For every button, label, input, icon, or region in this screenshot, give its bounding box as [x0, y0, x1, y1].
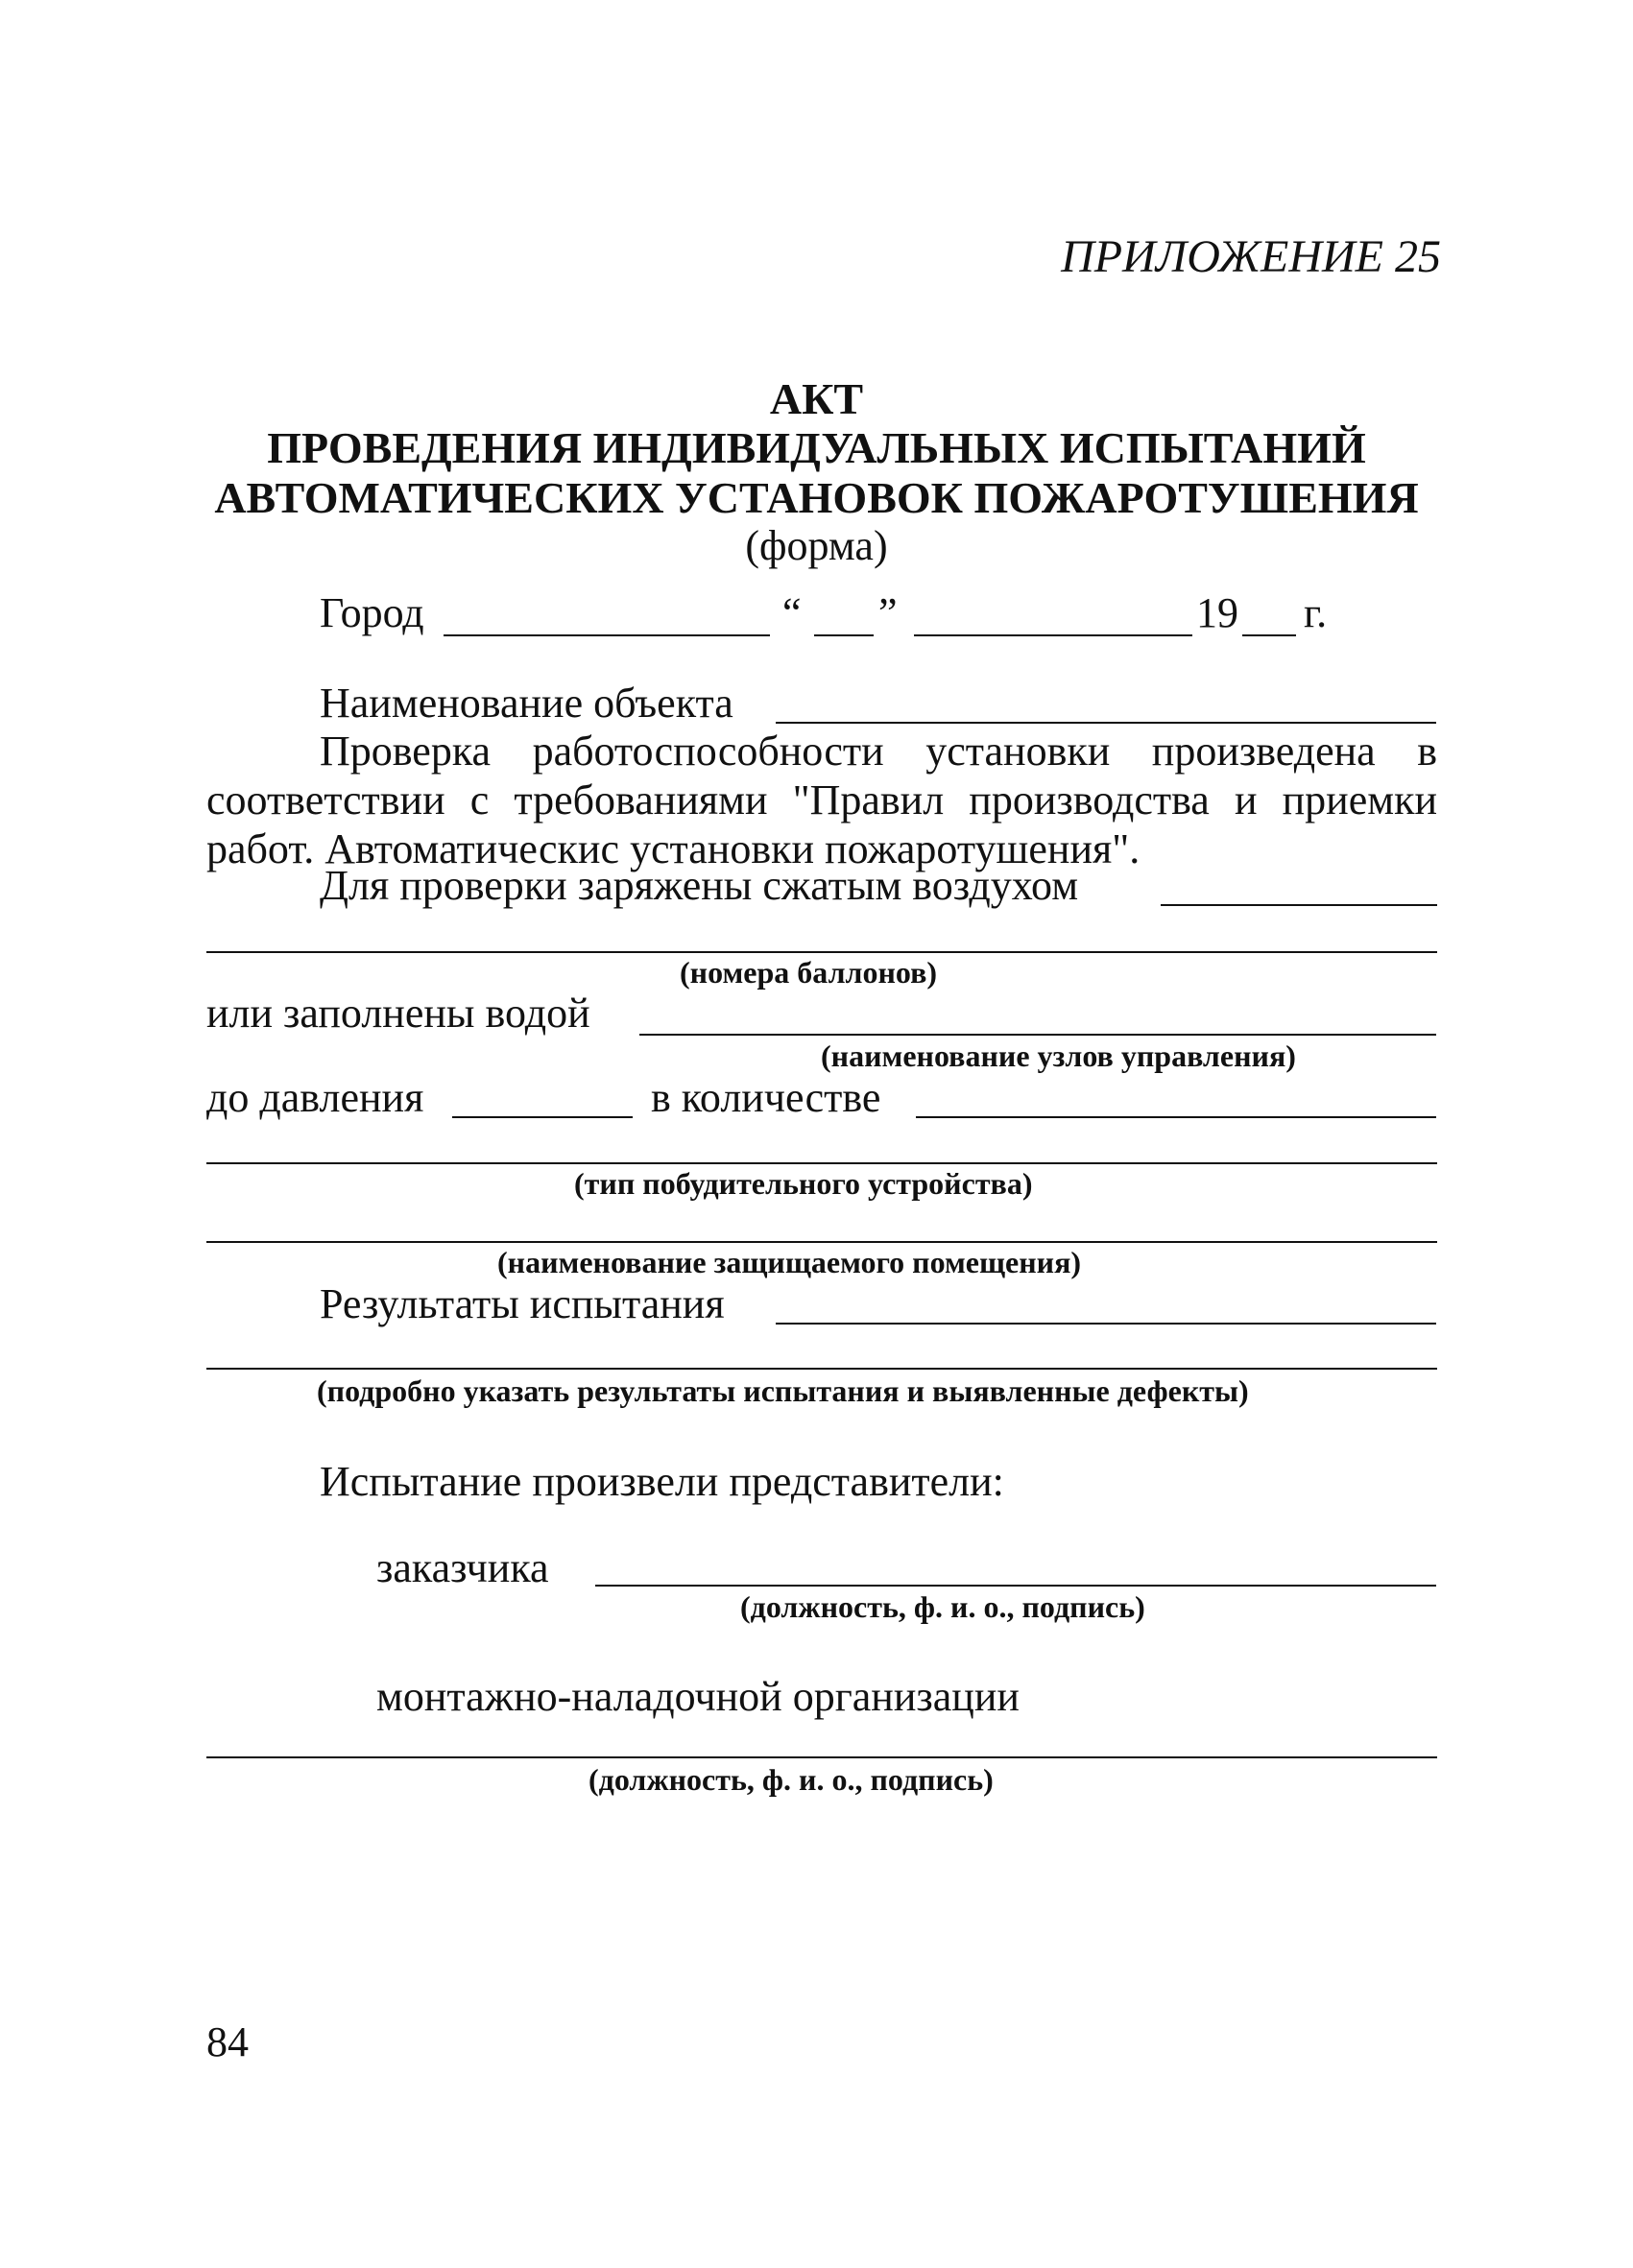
day-field[interactable]: [814, 634, 874, 636]
results-label: Результаты испытания: [320, 1280, 725, 1327]
city-field[interactable]: [444, 634, 770, 636]
customer-signature-field[interactable]: [595, 1585, 1436, 1587]
representatives-heading: Испытание произвели представители:: [320, 1458, 1004, 1505]
customer-caption: (должность, ф. и. о., подпись): [740, 1589, 1145, 1624]
water-field[interactable]: [639, 1034, 1436, 1036]
title-act: АКТ: [769, 374, 864, 423]
quantity-field[interactable]: [916, 1116, 1436, 1118]
title-line-2: ПРОВЕДЕНИЯ ИНДИВИДУАЛЬНЫХ ИСПЫТАНИЙ: [267, 423, 1366, 472]
form-subtitle: (форма): [745, 522, 888, 569]
year-field[interactable]: [1242, 634, 1296, 636]
quantity-label: в количестве: [651, 1074, 881, 1121]
room-caption: (наименование защищаемого помещения): [497, 1245, 1082, 1279]
room-field[interactable]: [206, 1241, 1437, 1243]
device-type-caption: (тип побудительного устройства): [574, 1166, 1033, 1201]
page-number: 84: [206, 2018, 249, 2065]
air-field[interactable]: [1161, 904, 1437, 906]
year-suffix: г.: [1304, 589, 1328, 636]
customer-label: заказчика: [376, 1544, 549, 1591]
results-caption: (подробно указать результаты испытания и выявленные дефекты): [317, 1373, 1249, 1408]
installer-caption: (должность, ф. и. о., подпись): [588, 1762, 994, 1797]
air-label: Для проверки заряжены сжатым воздухом: [320, 862, 1079, 909]
cylinders-caption: (номера баллонов): [680, 955, 938, 990]
title-line-3: АВТОМАТИЧЕСКИХ УСТАНОВОК ПОЖАРОТУШЕНИЯ: [214, 473, 1419, 522]
results-field[interactable]: [776, 1323, 1436, 1325]
cylinders-field[interactable]: [206, 951, 1437, 953]
month-field[interactable]: [914, 634, 1192, 636]
control-units-caption: (наименование узлов управления): [821, 1039, 1296, 1073]
day-quote-open: “: [782, 589, 802, 636]
pressure-field[interactable]: [452, 1116, 633, 1118]
object-name-field[interactable]: [776, 722, 1436, 724]
object-name-label: Наименование объекта: [320, 680, 733, 727]
installer-signature-field[interactable]: [206, 1756, 1437, 1758]
water-label: или заполнены водой: [206, 990, 590, 1037]
appendix-label: ПРИЛОЖЕНИЕ 25: [1061, 231, 1441, 282]
device-type-field[interactable]: [206, 1162, 1437, 1164]
results-details-field[interactable]: [206, 1368, 1437, 1370]
installer-label: монтажно-наладочной организации: [376, 1673, 1020, 1720]
pressure-label: до давления: [206, 1074, 424, 1121]
city-label: Город: [320, 589, 424, 636]
verification-paragraph: Проверка работоспособности установки произведена в соответствии с требованиями "Правил производства и приемки работ. Автоматическис установки пожаротушения".: [206, 728, 1437, 872]
day-quote-close: ”: [878, 589, 898, 636]
year-prefix: 19: [1196, 589, 1238, 636]
